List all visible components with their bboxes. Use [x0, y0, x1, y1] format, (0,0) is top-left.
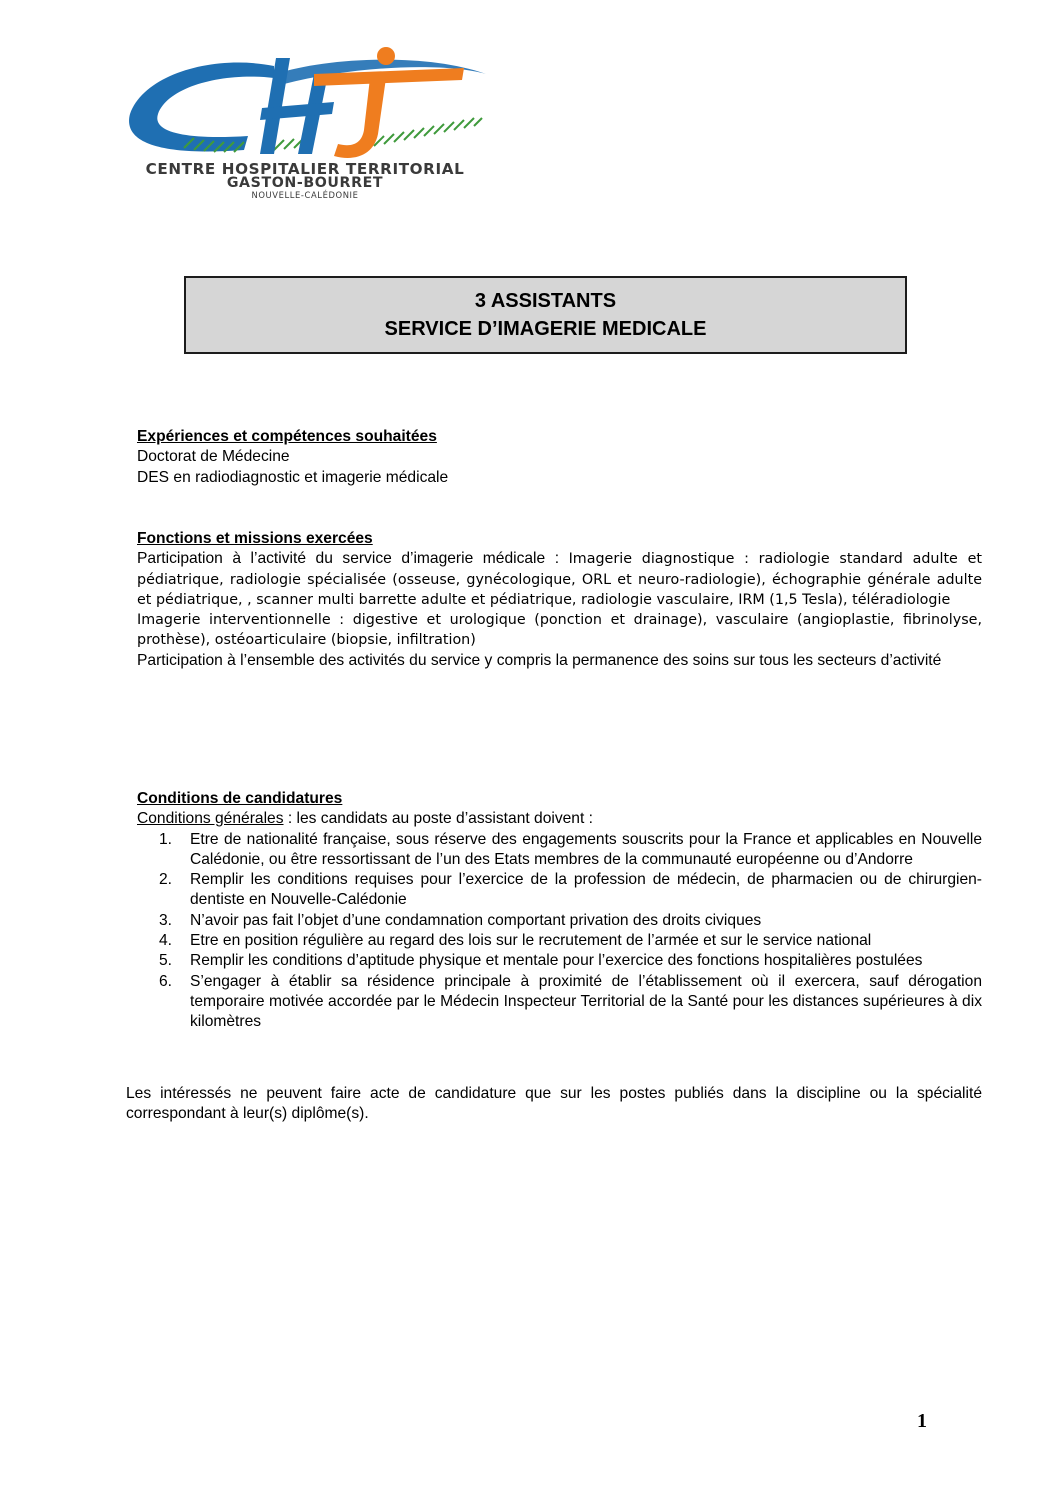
functions-participation: Participation à l’ensemble des activités du service y compris la permanence des soins sur tous les secteurs d’activité [137, 651, 942, 669]
conditions-general [137, 809, 982, 829]
list-item-number: 1. [159, 830, 173, 848]
list-item [137, 972, 982, 1033]
list-item-text: Etre de nationalité française, sous réserve des engagements souscrits pour la France et applicables en Nouvelle Calédonie, ou être ressortissant de l’un des Etats membres de la communauté européenne ou d’Andorre [190, 830, 982, 868]
list-item-number: 3. [159, 911, 173, 929]
list-item-text: N’avoir pas fait l’objet d’une condamnation comportant privation des droits civiques [190, 911, 762, 929]
list-item-text: Remplir les conditions d’aptitude physique et mentale pour l’exercice des fonctions hospitalières postulées [190, 952, 923, 970]
logo-name-line2: GASTON-BOURRET [226, 175, 384, 191]
experience-section [137, 427, 982, 488]
conditions-heading: Conditions de candidatures [137, 790, 343, 807]
list-item [137, 870, 982, 911]
list-item [137, 830, 982, 871]
title-box [184, 276, 907, 354]
title-line1: 3 ASSISTANTS [474, 290, 617, 312]
list-item [137, 951, 982, 971]
functions-section [137, 529, 982, 671]
functions-paragraph [137, 549, 982, 610]
logo-name-line3: NOUVELLE-CALÉDONIE [251, 190, 359, 200]
logo-name-line1: CENTRE HOSPITALIER TERRITORIAL [145, 160, 465, 178]
list-item-text: Remplir les conditions requises pour l’exercice de la profession de médecin, de pharmacien ou de chirurgien-dentiste en Nouvelle-Calédonie [190, 871, 982, 909]
list-item-number: 4. [159, 932, 173, 950]
experience-item: DES en radiodiagnostic et imagerie médicale [137, 468, 449, 486]
conditions-list [137, 830, 982, 1033]
list-item-text: Etre en position régulière au regard des lois sur le recrutement de l’armée et sur le service national [190, 932, 872, 950]
conditions-general-intro: : les candidats au poste d’assistant doivent : [283, 810, 593, 828]
experience-heading: Expériences et compétences souhaitées [137, 428, 437, 445]
list-item-number: 5. [159, 952, 173, 970]
list-item-text: S’engager à établir sa résidence principale à proximité de l’établissement où il exercera, sauf dérogation temporaire motivée accordée par le Médecin Inspecteur Territorial de la Santé pour les distances supérieures à dix kilomètres [190, 972, 982, 1031]
experience-item: Doctorat de Médecine [137, 448, 290, 466]
functions-diagnostic: Imagerie diagnostique : radiologie standard adulte et pédiatrique, radiologie spécialisée (osseuse, gynécologique, ORL et neuro-radiologie), échographie générale adulte et pédiatrique, , scanner multi barrette adulte et pédiatrique, radiologie vasculaire, IRM (1,5 Tesla), téléradiologie [137, 551, 982, 608]
conditions-section [137, 789, 982, 1033]
functions-heading: Fonctions et missions exercées [137, 530, 373, 547]
title-line2: SERVICE D’IMAGERIE MEDICALE [384, 318, 707, 340]
list-item-number: 6. [159, 972, 173, 990]
page-number: 1 [917, 1410, 927, 1432]
list-item-number: 2. [159, 871, 173, 889]
list-item [137, 931, 982, 951]
functions-lead: Participation à l’activité du service d’imagerie médicale : [137, 550, 569, 568]
conditions-general-label: Conditions générales [137, 810, 284, 828]
closing-paragraph: Les intéressés ne peuvent faire acte de candidature que sur les postes publiés dans la discipline ou la spécialité correspondant à leur(s) diplôme(s). [126, 1085, 982, 1123]
functions-interventional: Imagerie interventionnelle : digestive et urologique (ponction et drainage), vasculaire (angioplastie, fibrinolyse, prothèse), ostéoarticulaire (biopsie, infiltration) [137, 612, 982, 649]
list-item [137, 911, 982, 931]
